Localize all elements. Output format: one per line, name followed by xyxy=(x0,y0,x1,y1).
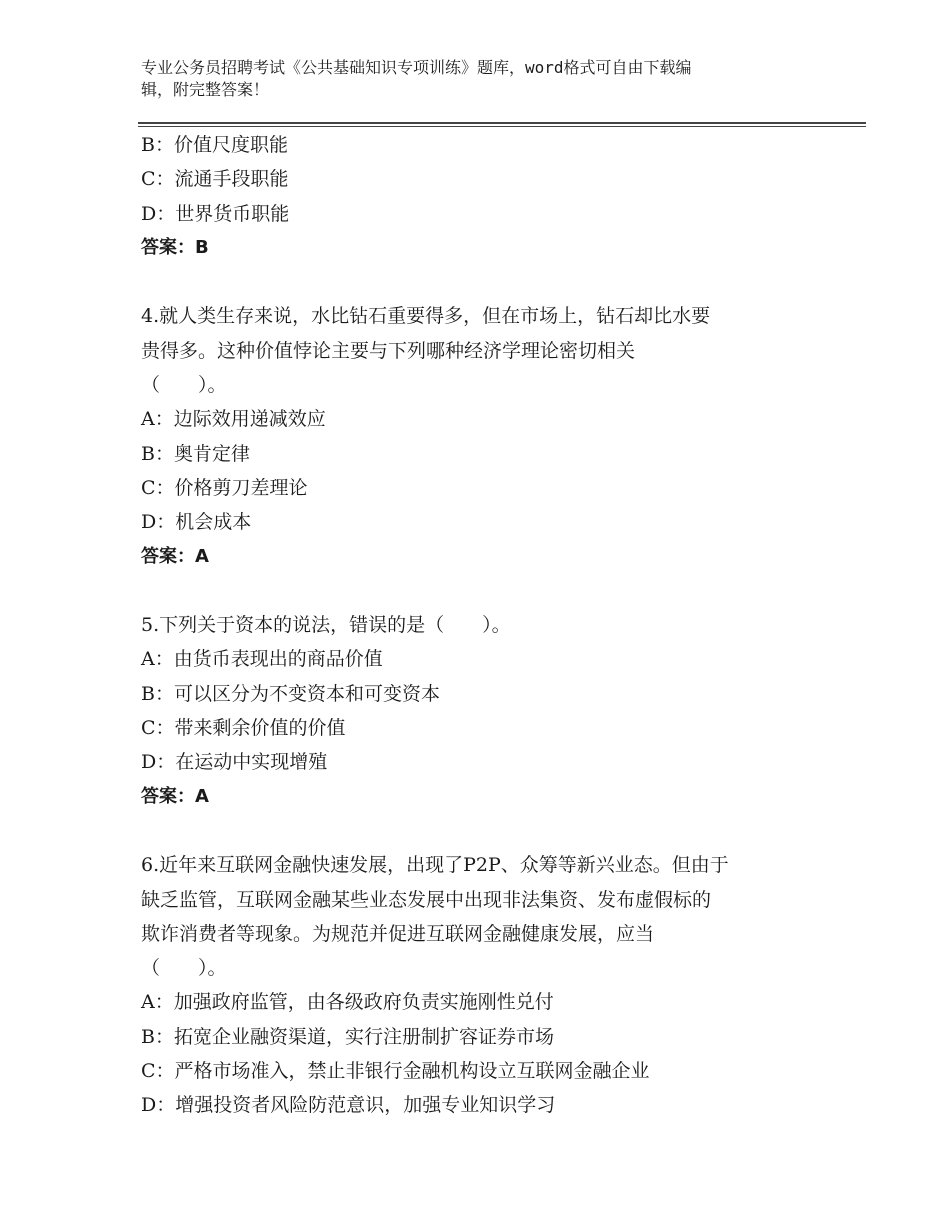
option-line: B：价值尺度职能 xyxy=(141,134,288,156)
option-line: C：带来剩余价值的价值 xyxy=(141,717,346,740)
question-line: 欺诈消费者等现象。为规范并促进互联网金融健康发展，应当 xyxy=(141,922,655,945)
question-line: （ ）。 xyxy=(141,374,227,397)
header-line-1: 专业公务员招聘考试《公共基础知识专项训练》题库，word格式可自由下载编 xyxy=(141,58,692,77)
spacer xyxy=(141,265,831,299)
option-line: D：机会成本 xyxy=(141,511,252,534)
question-line: （ ）。 xyxy=(141,957,227,980)
header-rule xyxy=(138,122,866,124)
option-line: D：世界货币职能 xyxy=(141,202,290,225)
option-line: B：奥肯定律 xyxy=(141,442,250,465)
option-line: D：在运动中实现增殖 xyxy=(141,751,328,774)
spacer xyxy=(141,814,831,848)
question-line: 贵得多。这种价值悖论主要与下列哪种经济学理论密切相关 xyxy=(141,339,636,362)
answer-line: 答案：B xyxy=(141,236,209,258)
option-line: C：严格市场准入，禁止非银行金融机构设立互联网金融企业 xyxy=(141,1060,650,1083)
spacer xyxy=(141,574,831,608)
option-line: B：拓宽企业融资渠道，实行注册制扩容证券市场 xyxy=(141,1025,554,1048)
question-content xyxy=(141,128,831,1123)
option-line: C：流通手段职能 xyxy=(141,168,289,191)
answer-line: 答案：A xyxy=(141,545,209,567)
option-line: C：价格剪刀差理论 xyxy=(141,476,308,499)
option-line: D：增强投资者风险防范意识，加强专业知识学习 xyxy=(141,1094,556,1117)
answer-line: 答案：A xyxy=(141,785,209,807)
option-line: A：由货币表现出的商品价值 xyxy=(141,648,383,671)
question-line: 4.就人类生存来说，水比钻石重要得多，但在市场上，钻石却比水要 xyxy=(141,305,711,328)
option-line: A：加强政府监管，由各级政府负责实施刚性兑付 xyxy=(141,991,554,1014)
header-line-2: 辑，附完整答案！ xyxy=(141,80,270,99)
option-line: B：可以区分为不变资本和可变资本 xyxy=(141,682,440,705)
question-line: 缺乏监管，互联网金融某些业态发展中出现非法集资、发布虚假标的 xyxy=(141,888,712,911)
question-line: 5.下列关于资本的说法，错误的是（ ）。 xyxy=(141,614,511,637)
header-rule-thin xyxy=(138,126,866,127)
page-header xyxy=(141,57,791,101)
option-line: A：边际效用递减效应 xyxy=(141,408,326,431)
question-line: 6.近年来互联网金融快速发展，出现了P2P、众筹等新兴业态。但由于 xyxy=(141,854,729,877)
